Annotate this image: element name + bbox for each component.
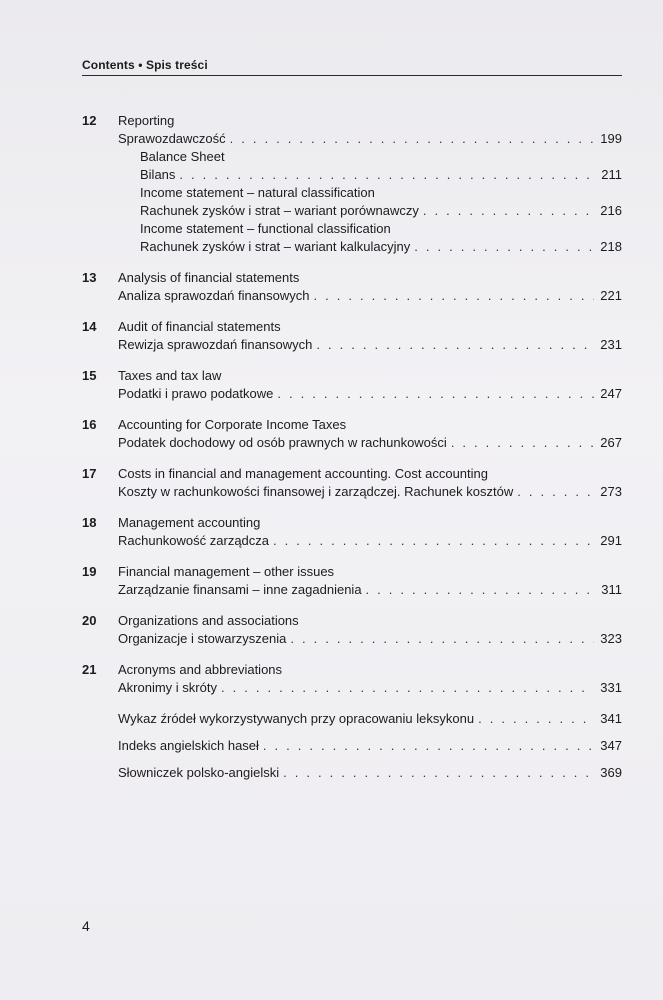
page-ref: 369 [600, 765, 622, 780]
subsection-row[interactable] [118, 202, 622, 220]
chapter-title-pl-row[interactable] [118, 630, 622, 648]
chapter-title-en: Organizations and associations [118, 613, 299, 628]
chapter-title-en: Analysis of financial statements [118, 270, 300, 285]
chapter-title-pl-row[interactable] [118, 483, 622, 501]
dot-leader [451, 434, 594, 452]
chapter-title-pl: Zarządzanie finansami – inne zagadnienia [118, 582, 362, 597]
page-ref: 247 [600, 386, 622, 401]
chapter-title-en: Management accounting [118, 515, 261, 530]
chapter-title-pl-row[interactable] [118, 287, 622, 305]
page-number: 4 [82, 918, 90, 934]
running-head: Contents • Spis treści [82, 58, 208, 72]
page-ref: 323 [600, 631, 622, 646]
subsection-row[interactable] [118, 238, 622, 256]
toc-extra-glossary[interactable] [118, 764, 622, 782]
dot-leader [478, 710, 594, 728]
toc-extra-english-index[interactable] [118, 737, 622, 755]
chapter-number: 12 [82, 113, 97, 128]
dot-leader [314, 287, 595, 305]
subsection-title-pl: Rachunek zysków i strat – wariant kalkulacyjny [140, 239, 411, 254]
page-ref: 347 [600, 738, 622, 753]
chapter-title-pl: Analiza sprawozdań finansowych [118, 288, 310, 303]
page-ref: 211 [601, 167, 622, 182]
dot-leader [230, 130, 594, 148]
chapter-title-pl: Organizacje i stowarzyszenia [118, 631, 287, 646]
chapter-number: 13 [82, 270, 97, 285]
chapter-number: 18 [82, 515, 97, 530]
page-ref: 267 [600, 435, 622, 450]
subsection-title-pl: Bilans [140, 167, 176, 182]
dot-leader [414, 238, 594, 256]
chapter-title-pl-row[interactable] [118, 336, 622, 354]
subsection-title-en: Income statement – functional classification [140, 221, 391, 236]
chapter-title-pl: Rachunkowość zarządcza [118, 533, 270, 548]
chapter-title-en: Acronyms and abbreviations [118, 662, 283, 677]
dot-leader [423, 202, 594, 220]
page-ref: 273 [600, 484, 622, 499]
chapter-title-pl: Podatek dochodowy od osób prawnych w rachunkowości [118, 435, 447, 450]
chapter-title-en: Accounting for Corporate Income Taxes [118, 417, 347, 432]
chapter-title-pl-row[interactable] [118, 532, 622, 550]
dot-leader [283, 764, 594, 782]
chapter-number: 15 [82, 368, 97, 383]
page-ref: 218 [600, 239, 622, 254]
chapter-title-pl-row[interactable] [118, 434, 622, 452]
subsection-title-en: Income statement – natural classification [140, 185, 375, 200]
page-ref: 231 [600, 337, 622, 352]
chapter-title-pl: Koszty w rachunkowości finansowej i zarządczej. Rachunek kosztów [118, 484, 514, 499]
table-of-contents [82, 112, 622, 791]
extra-title: Słowniczek polsko-angielski [118, 765, 280, 780]
chapter-number: 14 [82, 319, 97, 334]
toc-entry-16 [82, 416, 622, 452]
toc-entry-19 [82, 563, 622, 599]
page-ref: 341 [600, 711, 622, 726]
chapter-title-pl: Podatki i prawo podatkowe [118, 386, 274, 401]
toc-entry-14 [82, 318, 622, 354]
chapter-title-en: Financial management – other issues [118, 564, 335, 579]
chapter-number: 16 [82, 417, 97, 432]
header-rule [82, 75, 622, 76]
dot-leader [290, 630, 594, 648]
dot-leader [277, 385, 594, 403]
chapter-title-pl-row[interactable] [118, 679, 622, 697]
toc-entry-20 [82, 612, 622, 648]
dot-leader [263, 737, 594, 755]
page-ref: 331 [600, 680, 622, 695]
toc-entry-15 [82, 367, 622, 403]
chapter-number: 19 [82, 564, 97, 579]
chapter-title-pl-row[interactable] [118, 385, 622, 403]
chapter-title-pl-row[interactable] [118, 130, 622, 148]
dot-leader [179, 166, 594, 184]
chapter-title-pl: Rewizja sprawozdań finansowych [118, 337, 313, 352]
dot-leader [316, 336, 594, 354]
dot-leader [221, 679, 594, 697]
subsection-row[interactable] [118, 166, 622, 184]
toc-entry-18 [82, 514, 622, 550]
page-ref: 199 [600, 131, 622, 146]
page-ref: 221 [600, 288, 622, 303]
page-ref: 291 [600, 533, 622, 548]
page-ref: 216 [600, 203, 622, 218]
subsection-title-pl: Rachunek zysków i strat – wariant porównawczy [140, 203, 419, 218]
chapter-title-en: Costs in financial and management accounting. Cost accounting [118, 466, 488, 481]
extra-title: Wykaz źródeł wykorzystywanych przy opracowaniu leksykonu [118, 711, 475, 726]
toc-entry-13 [82, 269, 622, 305]
dot-leader [517, 483, 594, 501]
subsection-title-en: Balance Sheet [140, 149, 225, 164]
chapter-title-en: Taxes and tax law [118, 368, 222, 383]
chapter-number: 21 [82, 662, 97, 677]
page-ref: 311 [601, 582, 622, 597]
extra-title: Indeks angielskich haseł [118, 738, 259, 753]
toc-entry-17 [82, 465, 622, 501]
chapter-number: 17 [82, 466, 97, 481]
chapter-number: 20 [82, 613, 97, 628]
toc-extra-sources[interactable] [118, 710, 622, 728]
chapter-title-pl-row[interactable] [118, 581, 622, 599]
chapter-title-en: Audit of financial statements [118, 319, 281, 334]
dot-leader [273, 532, 594, 550]
toc-entry-21 [82, 661, 622, 697]
chapter-title-en: Reporting [118, 113, 175, 128]
toc-entry-12 [82, 112, 622, 256]
chapter-title-pl: Sprawozdawczość [118, 131, 226, 146]
dot-leader [366, 581, 594, 599]
chapter-title-pl: Akronimy i skróty [118, 680, 217, 695]
